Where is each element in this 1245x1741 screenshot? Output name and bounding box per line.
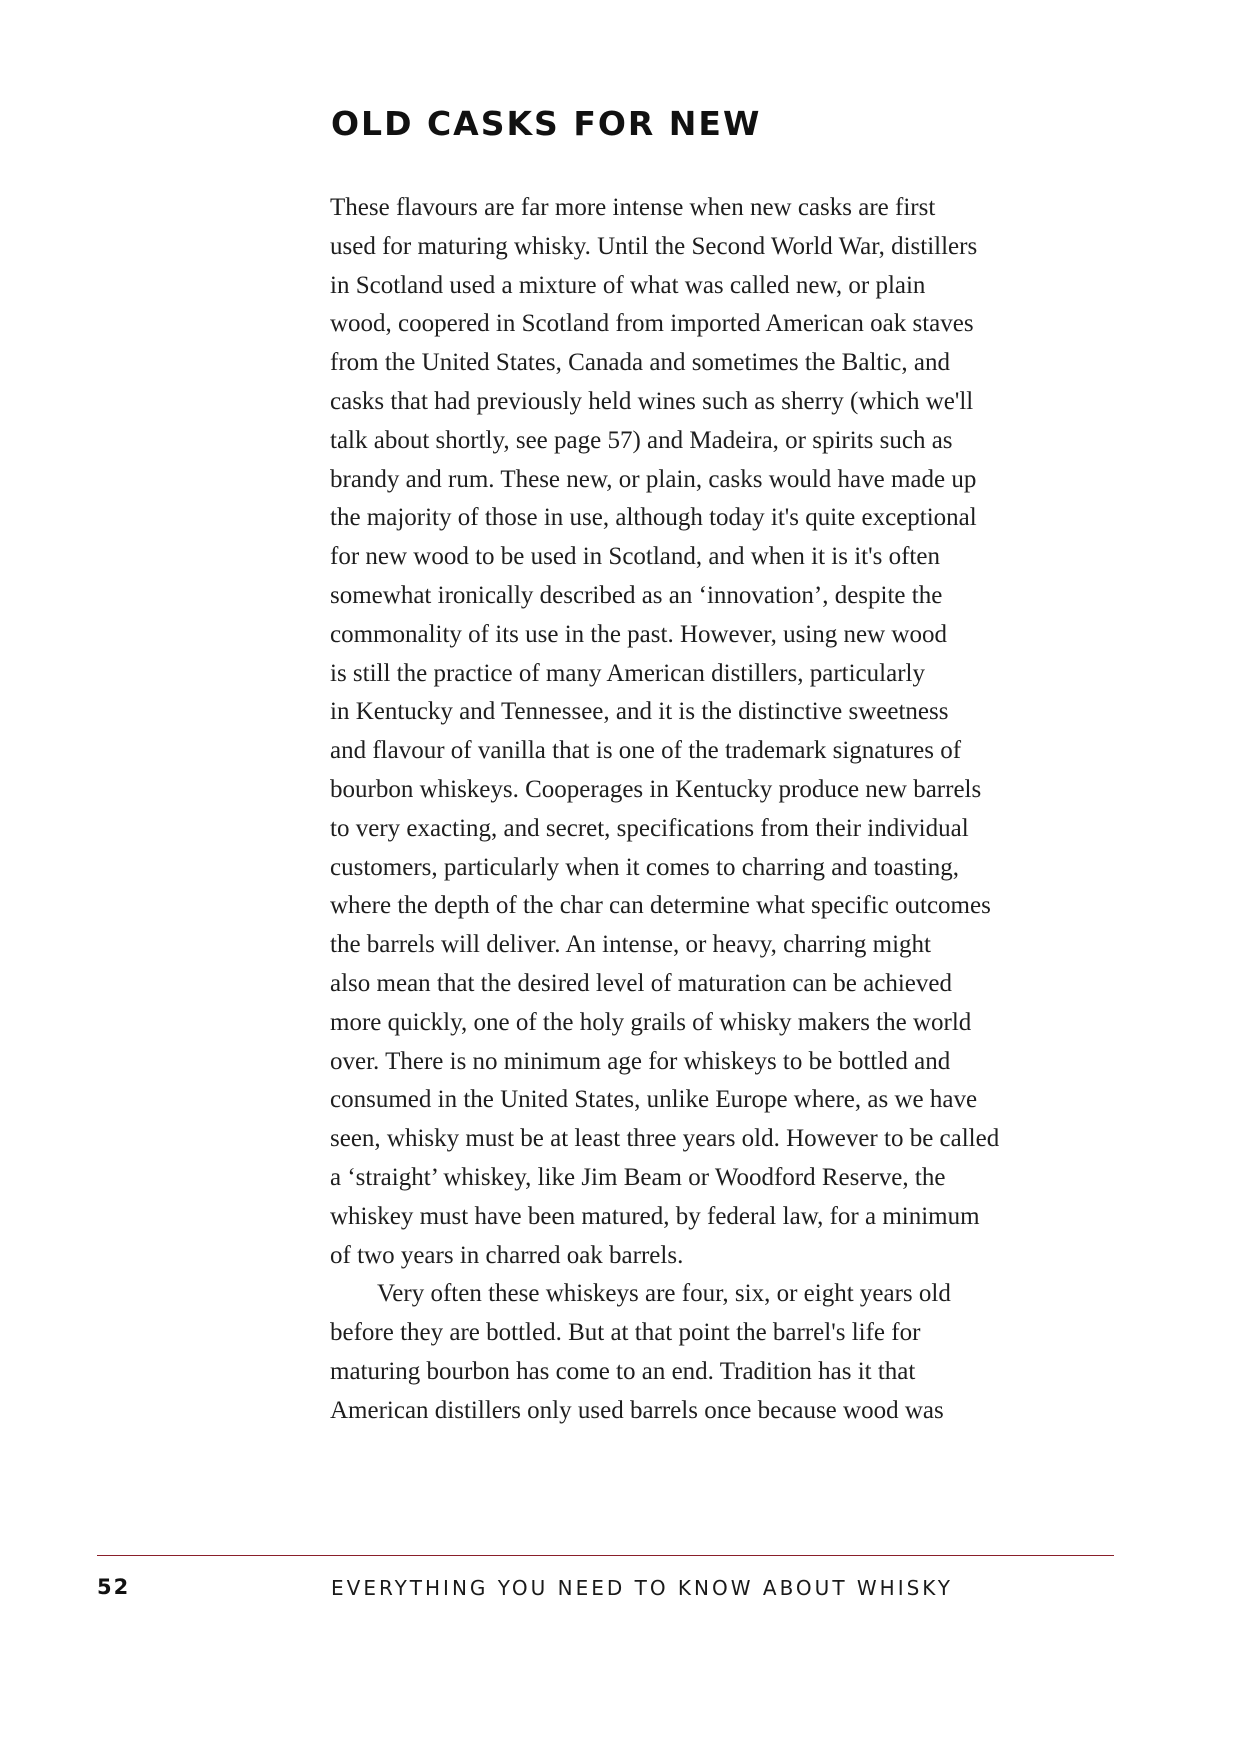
paragraph — [330, 1275, 1130, 1430]
text-line: is still the practice of many American distillers, particularly — [330, 659, 925, 687]
text-line: bourbon whiskeys. Cooperages in Kentucky produce new barrels — [330, 775, 982, 803]
text-line: talk about shortly, see page 57) and Madeira, or spirits such as — [330, 426, 953, 454]
body-text — [330, 189, 1130, 1431]
text-line: American distillers only used barrels once because wood was — [330, 1396, 944, 1424]
section-title: OLD CASKS FOR NEW — [331, 104, 762, 143]
text-line: used for maturing whisky. Until the Second World War, distillers — [330, 232, 978, 260]
text-line: before they are bottled. But at that point the barrel's life for — [330, 1319, 921, 1347]
paragraph — [330, 189, 1130, 1275]
text-line: in Scotland used a mixture of what was called new, or plain — [330, 271, 926, 299]
running-title: EVERYTHING YOU NEED TO KNOW ABOUT WHISKY — [331, 1576, 953, 1600]
text-line: These flavours are far more intense when new casks are first — [330, 194, 936, 221]
text-line: somewhat ironically described as an ‘innovation’, despite the — [330, 581, 943, 609]
text-line: also mean that the desired level of maturation can be achieved — [330, 969, 952, 997]
text-line: commonality of its use in the past. However, using new wood — [330, 620, 947, 648]
text-line: the majority of those in use, although today it's quite exceptional — [330, 504, 977, 532]
footer-rule — [97, 1555, 1114, 1556]
text-line: where the depth of the char can determine what specific outcomes — [330, 892, 991, 920]
text-line: a ‘straight’ whiskey, like Jim Beam or Woodford Reserve, the — [330, 1163, 946, 1191]
text-line: whiskey must have been matured, by federal law, for a minimum — [330, 1202, 980, 1230]
text-line: wood, coopered in Scotland from imported American oak staves — [330, 310, 974, 338]
text-line: casks that had previously held wines such as sherry (which we'll — [330, 387, 974, 415]
text-line: in Kentucky and Tennessee, and it is the distinctive sweetness — [330, 698, 949, 726]
text-line: maturing bourbon has come to an end. Tradition has it that — [330, 1357, 916, 1385]
text-line: from the United States, Canada and sometimes the Baltic, and — [330, 349, 950, 377]
text-line: of two years in charred oak barrels. — [330, 1241, 684, 1269]
text-line: for new wood to be used in Scotland, and when it is it's often — [330, 543, 940, 571]
text-line: and flavour of vanilla that is one of the trademark signatures of — [330, 737, 962, 765]
page-number: 52 — [97, 1575, 131, 1599]
text-line: the barrels will deliver. An intense, or heavy, charring might — [330, 931, 931, 959]
text-line: more quickly, one of the holy grails of whisky makers the world — [330, 1008, 972, 1036]
text-line: consumed in the United States, unlike Europe where, as we have — [330, 1086, 978, 1114]
text-line: seen, whisky must be at least three years old. However to be called — [330, 1125, 1000, 1153]
text-line: to very exacting, and secret, specifications from their individual — [330, 814, 969, 842]
text-line: Very often these whiskeys are four, six, or eight years old — [377, 1280, 951, 1308]
text-line: customers, particularly when it comes to charring and toasting, — [330, 853, 959, 881]
text-line: brandy and rum. These new, or plain, casks would have made up — [330, 465, 977, 493]
text-line: over. There is no minimum age for whiskeys to be bottled and — [330, 1047, 951, 1075]
